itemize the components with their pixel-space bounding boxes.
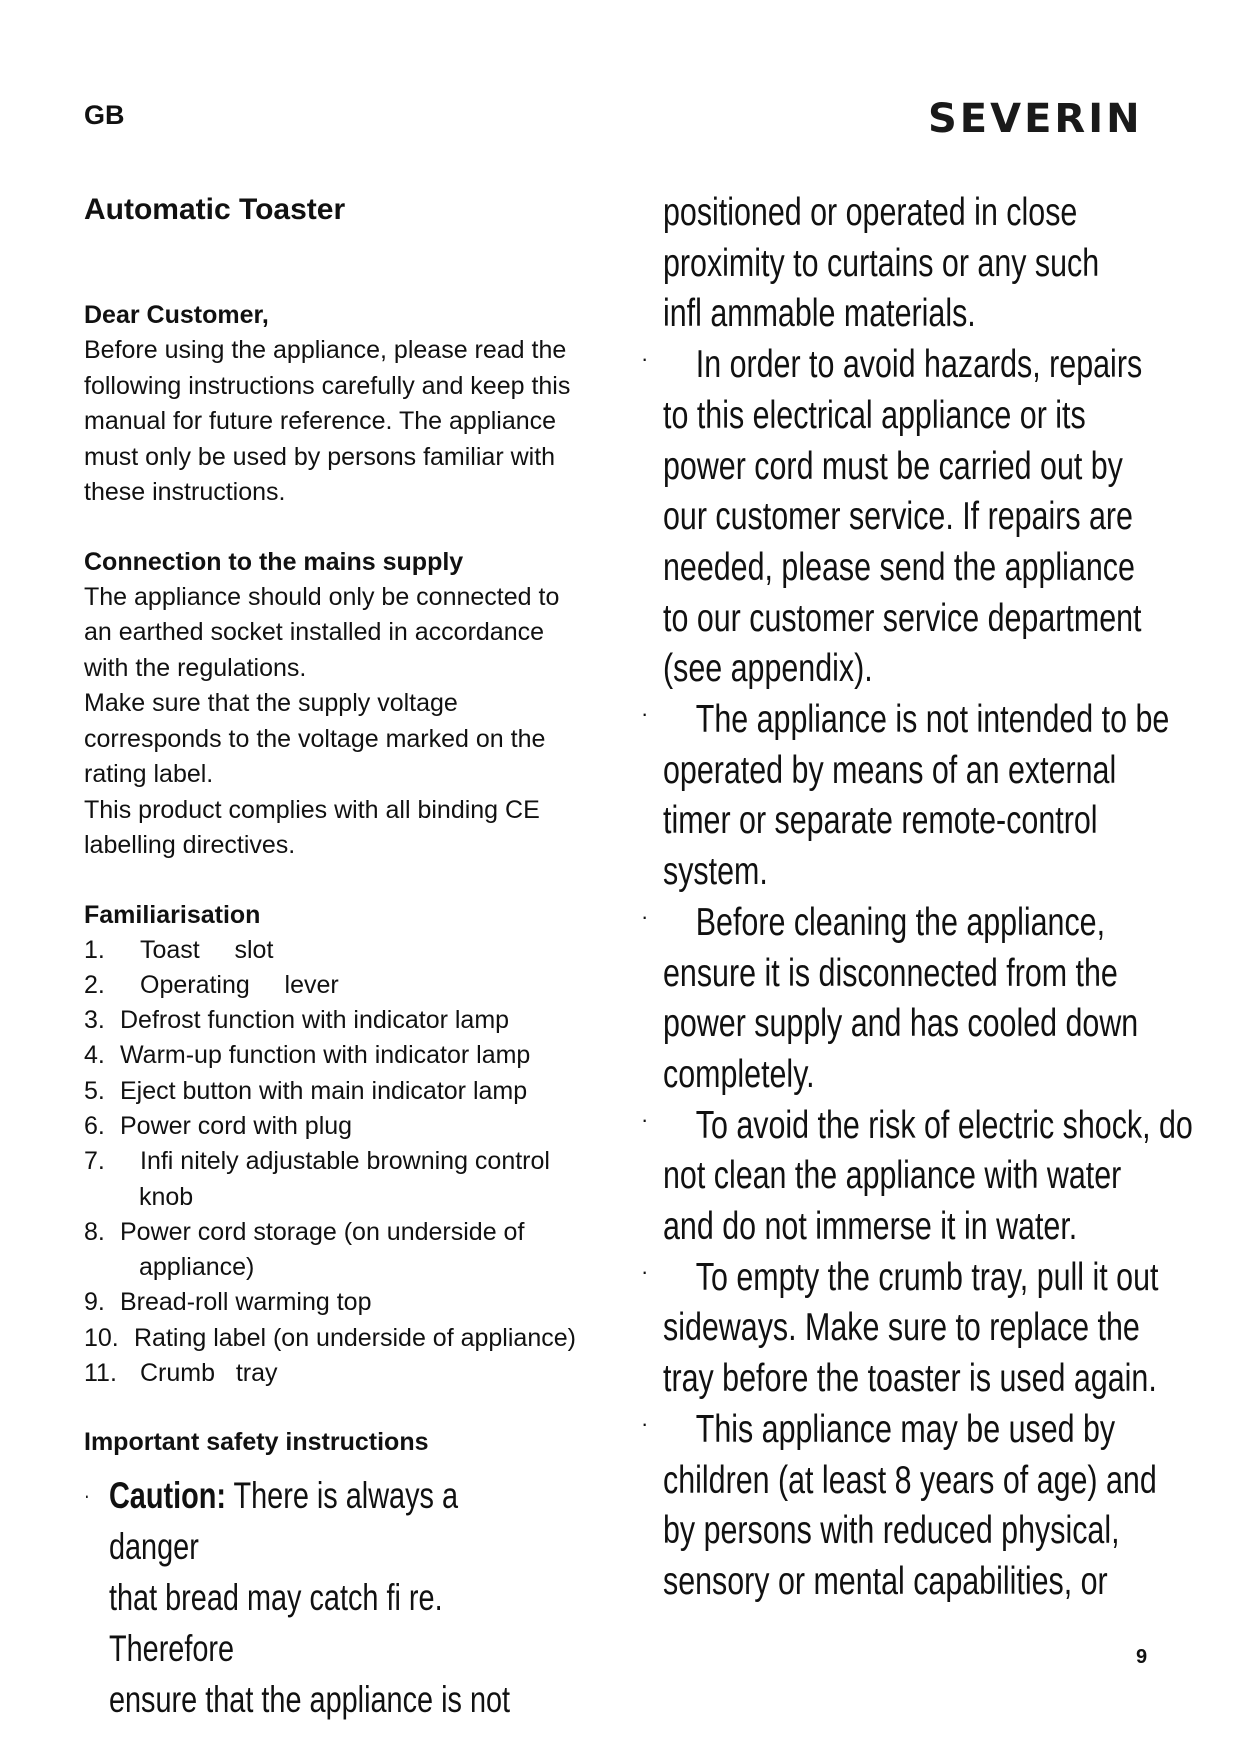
list-item: 1. Toast slot: [84, 935, 274, 964]
intro-line: must only be used by persons familiar with: [84, 442, 556, 471]
intro-section: [84, 298, 604, 511]
list-item: 11. Crumb tray: [84, 1359, 278, 1388]
familiarisation-section: [84, 898, 604, 1392]
mains-line: labelling directives.: [84, 831, 296, 859]
list-item: 7. Infi nitely adjustable browning control knob: [84, 1147, 550, 1211]
safety-bullet: · The appliance is not intended to be operated by means of an external timer or separate remote-control system.: [641, 698, 1170, 894]
safety-bullet: · To avoid the risk of electric shock, do not clean the appliance with water and do not immerse it in water.: [641, 1103, 1193, 1249]
mains-line: rating label.: [84, 760, 214, 788]
bullet-icon: ·: [641, 1258, 649, 1284]
safety-list: [84, 1470, 604, 1725]
list-item: 2. Operating lever: [84, 970, 339, 999]
mains-line: an earthed socket installed in accordance: [84, 618, 545, 646]
mains-heading: Connection to the mains supply: [84, 547, 464, 576]
left-column: [84, 192, 604, 1725]
caution-text: ensure that the appliance is not: [108, 1679, 511, 1721]
safety-heading: Important safety instructions: [84, 1428, 429, 1457]
intro-line: following instructions carefully and keep this: [84, 371, 571, 400]
list-item: 8. Power cord storage (on underside of appliance): [84, 1217, 525, 1282]
mains-line: with the regulations.: [84, 653, 307, 682]
right-column: [641, 188, 1193, 1608]
page-number: 9: [1136, 1646, 1148, 1668]
familiarisation-heading: Familiarisation: [84, 900, 261, 929]
bullet-icon: ·: [84, 1483, 90, 1509]
bullet-icon: ·: [641, 1106, 649, 1132]
safety-bullet: · This appliance may be used by children (at least 8 years of age) and by persons with reduced physical, sensory or mental capabilities, or: [641, 1407, 1157, 1603]
bullet-icon: ·: [641, 903, 649, 929]
mains-line: This product complies with all binding CE: [84, 795, 540, 824]
mains-line: The appliance should only be connected to: [84, 582, 560, 611]
caution-text: that bread may catch fi re. Therefore: [108, 1577, 443, 1670]
continuation-line: proximity to curtains or any such: [663, 241, 1100, 285]
bullet-icon: ·: [641, 346, 649, 372]
language-code: GB: [84, 100, 125, 130]
list-item: 5. Eject button with main indicator lamp: [84, 1076, 528, 1105]
list-item: 6. Power cord with plug: [84, 1111, 353, 1140]
list-item: 4. Warm-up function with indicator lamp: [84, 1041, 531, 1070]
safety-bullet: · To empty the crumb tray, pull it out sideways. Make sure to replace the tray before the toaster is used again.: [641, 1255, 1159, 1401]
intro-heading: Dear Customer,: [84, 301, 269, 329]
list-item: 3. Defrost function with indicator lamp: [84, 1006, 510, 1035]
bullet-icon: ·: [641, 1410, 649, 1436]
intro-line: Before using the appliance, please read the: [84, 336, 567, 364]
caution-label: Caution:: [108, 1475, 226, 1517]
brand-logo: SEVERIN: [928, 96, 1143, 142]
continuation-line: infl ammable materials.: [663, 292, 976, 336]
list-item: 10. Rating label (on underside of appliance): [84, 1323, 576, 1352]
continuation-line: positioned or operated in close: [663, 191, 1078, 234]
mains-line: corresponds to the voltage marked on the: [84, 724, 546, 753]
intro-line: these instructions.: [84, 478, 286, 506]
safety-section: [84, 1425, 604, 1725]
list-item: 9. Bread-roll warming top: [84, 1288, 372, 1317]
mains-line: Make sure that the supply voltage: [84, 689, 458, 717]
mains-section: [84, 545, 604, 864]
bullet-icon: ·: [641, 701, 649, 727]
document-title: Automatic Toaster: [84, 193, 346, 226]
safety-bullet: · In order to avoid hazards, repairs to this electrical appliance or its power cord must be carried out by our customer service. If repairs are needed, please send the appliance to our customer service department (see appendix).: [641, 343, 1143, 691]
safety-bullet: · Before cleaning the appliance, ensure it is disconnected from the power supply and has cooled down completely.: [641, 900, 1139, 1096]
intro-line: manual for future reference. The appliance: [84, 407, 557, 435]
parts-list: [84, 933, 604, 1392]
caution-text: There is always a danger: [108, 1475, 459, 1568]
safety-bullet: [84, 1470, 546, 1725]
